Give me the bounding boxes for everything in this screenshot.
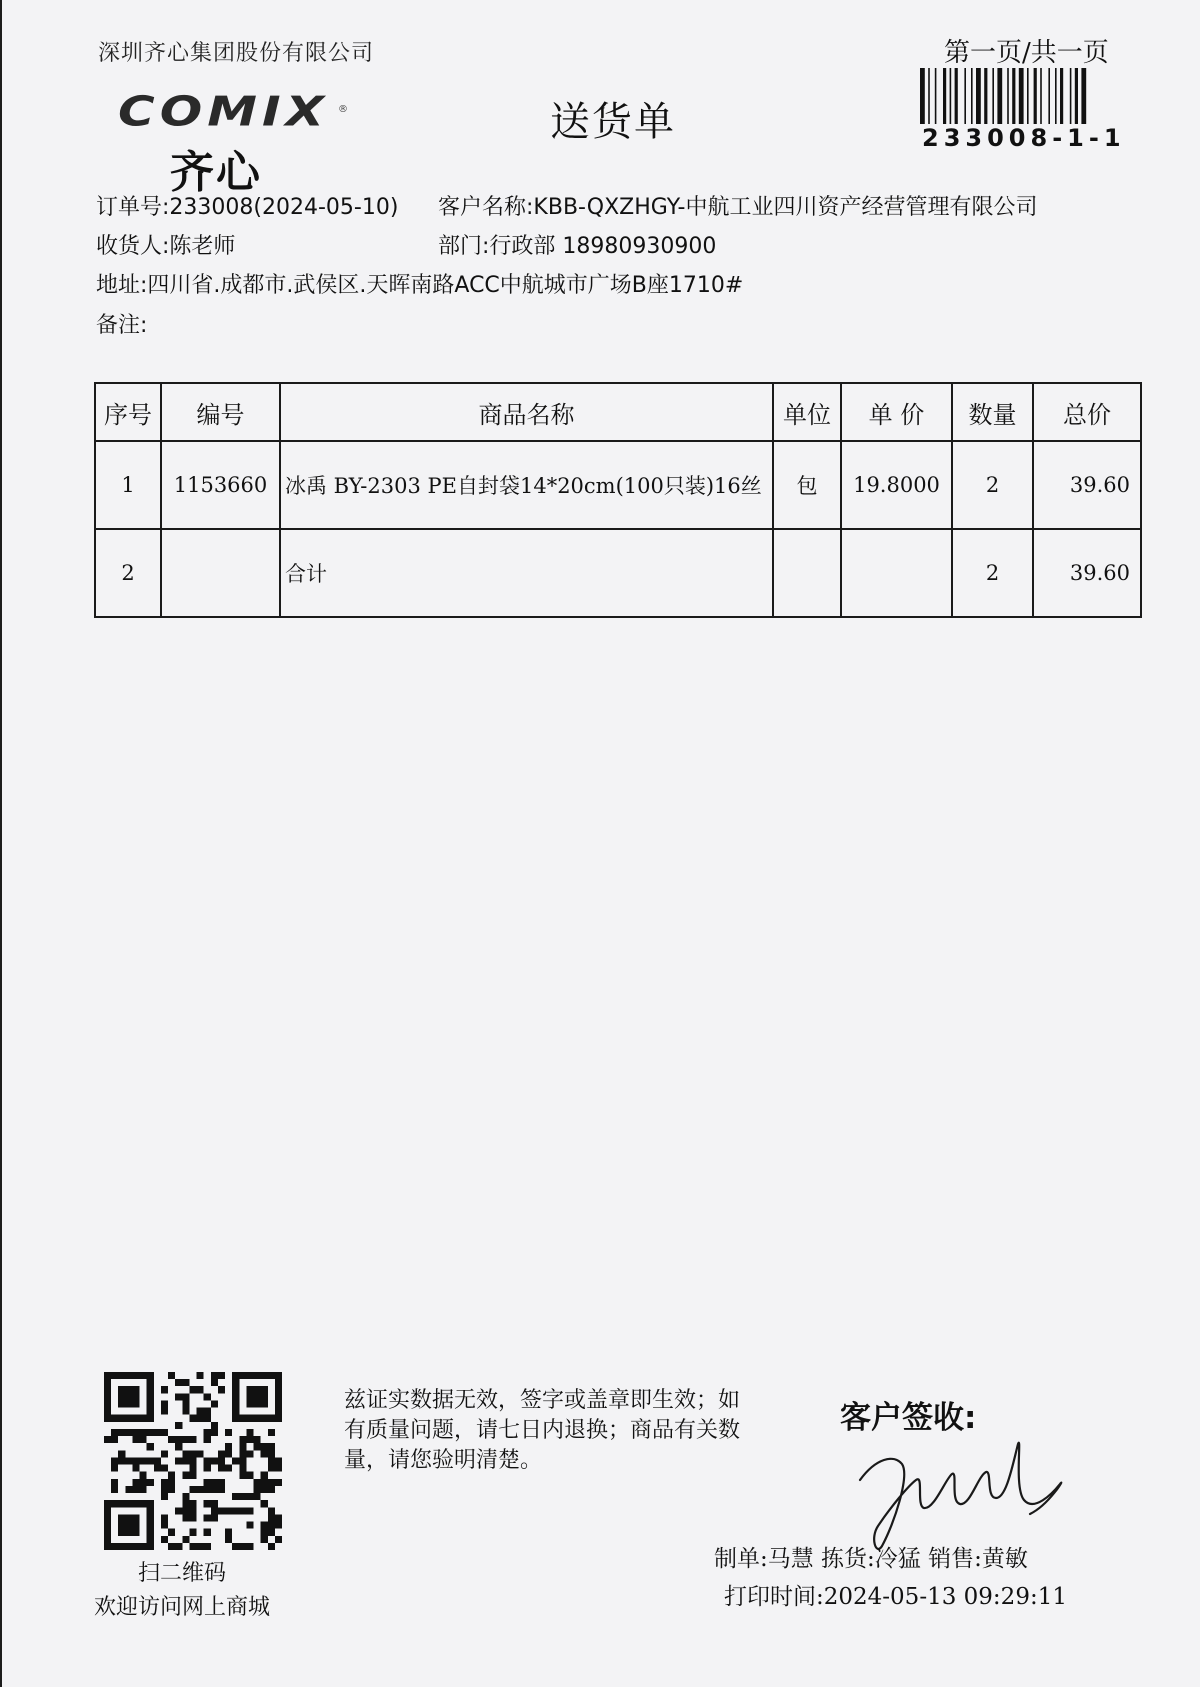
order-number-label: 订单号: (96, 195, 170, 220)
registered-mark: ® (338, 104, 348, 115)
cell-seq: 2 (95, 529, 161, 617)
header-unit: 单位 (773, 383, 841, 441)
document-title: 送货单 (550, 99, 676, 145)
header-quantity: 数量 (952, 383, 1033, 441)
customer-value: KBB-QXZHGY-中航工业四川资产经营管理有限公司 (533, 195, 1038, 220)
header-code: 编号 (161, 383, 280, 441)
order-number (96, 190, 398, 221)
receiver-label: 收货人: (96, 234, 170, 259)
cell-total: 39.60 (1033, 441, 1141, 529)
disclaimer-text: 兹证实数据无效，签字或盖章即生效；如有质量问题，请七日内退换；商品有关数量，请您验明清楚。 (344, 1388, 741, 1473)
cell-quantity: 2 (952, 529, 1033, 617)
department-value: 行政部 18980930900 (489, 234, 717, 259)
cell-product-name: 合计 (280, 529, 773, 617)
table-row (95, 441, 1141, 529)
logo-chinese: 齐心 (170, 147, 262, 198)
cell-unit-price (841, 529, 952, 617)
delivery-note (2, 0, 1200, 1687)
customer-label: 客户名称: (438, 195, 534, 220)
address (96, 268, 743, 299)
barcode (920, 68, 1138, 124)
header-product-name: 商品名称 (280, 383, 773, 441)
qr-caption: 扫二维码 (138, 1561, 227, 1586)
cell-unit-price: 19.8000 (841, 441, 952, 529)
cell-total: 39.60 (1033, 529, 1141, 617)
receiver-value: 陈老师 (169, 234, 236, 259)
cell-unit: 包 (773, 441, 841, 529)
customer-name (438, 190, 1038, 221)
company-name: 深圳齐心集团股份有限公司 (98, 41, 375, 66)
comix-logo: COMIX (118, 88, 330, 136)
header-seq: 序号 (95, 383, 161, 441)
header-unit-price: 单 价 (841, 383, 952, 441)
address-label: 地址: (96, 273, 148, 298)
qr-code (104, 1372, 282, 1550)
department (438, 229, 716, 260)
page-indicator: 第一页/共一页 (944, 38, 1109, 68)
receiver (96, 229, 235, 260)
cell-product-name: 冰禹 BY-2303 PE自封袋14*20cm(100只装)16丝 (280, 441, 773, 529)
barcode-number: 233008-1-1 (922, 124, 1126, 152)
cell-quantity: 2 (952, 441, 1033, 529)
qr-caption-shop: 欢迎访问网上商城 (94, 1595, 271, 1620)
staff-info: 制单:马慧 拣货:冷猛 销售:黄敏 (714, 1546, 1028, 1572)
table-row-summary (95, 529, 1141, 617)
items-table (94, 382, 1142, 618)
customer-sign-label: 客户签收: (840, 1400, 977, 1436)
header-total: 总价 (1033, 383, 1141, 441)
order-number-value: 233008(2024-05-10) (169, 195, 399, 220)
cell-code: 1153660 (161, 441, 280, 529)
print-time: 打印时间:2024-05-13 09:29:11 (724, 1584, 1067, 1610)
handwritten-signature (854, 1428, 1074, 1558)
address-value: 四川省.成都市.武侯区.天晖南路ACC中航城市广场B座1710# (147, 273, 744, 298)
cell-code (161, 529, 280, 617)
department-label: 部门: (438, 234, 490, 259)
table-header-row (95, 383, 1141, 441)
remark (96, 308, 147, 339)
remark-label: 备注: (96, 313, 148, 338)
cell-seq: 1 (95, 441, 161, 529)
cell-unit (773, 529, 841, 617)
